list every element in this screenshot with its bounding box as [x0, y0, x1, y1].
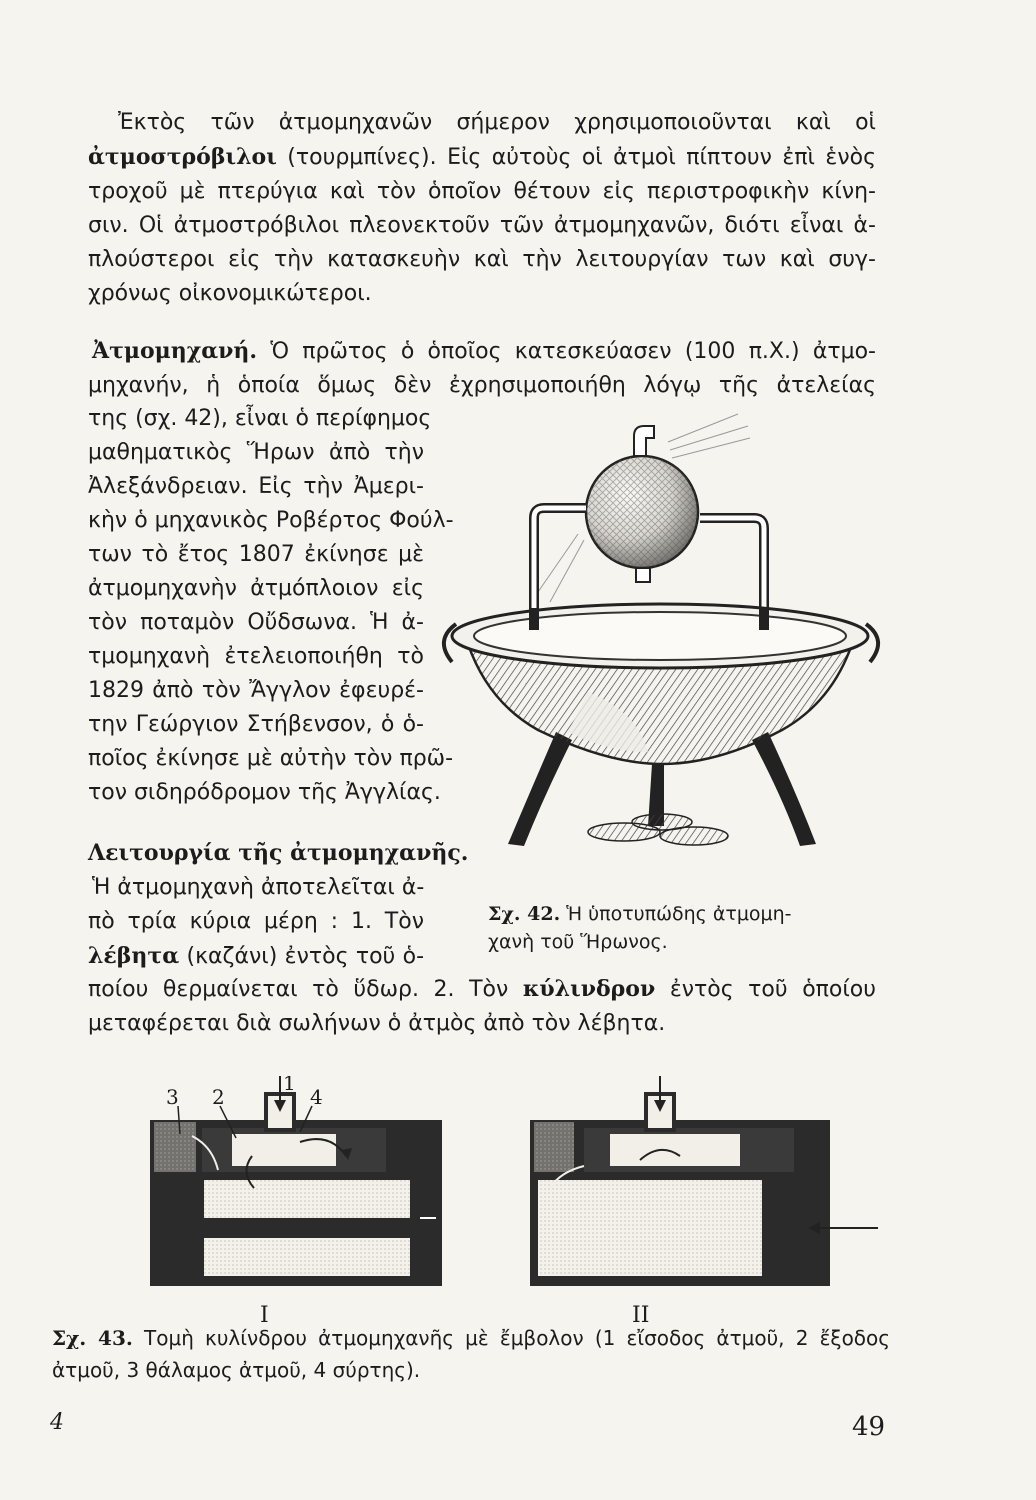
figure-43-caption — [52, 1322, 890, 1386]
figure-42-caption — [488, 900, 868, 956]
section2-line-3 — [88, 939, 424, 974]
figure-42-caption-text-1: Ἡ ὑποτυπώδης ἀτμομη- — [566, 903, 792, 925]
figure-43-panel-2 — [530, 1076, 878, 1286]
intro-paragraph — [88, 106, 876, 311]
cauldron-handle-right-icon — [866, 624, 878, 662]
panel-label-1: I — [260, 1303, 269, 1326]
section1-heading: Ἀτμομηχανή. — [92, 338, 258, 364]
support-tube-right-icon — [700, 518, 764, 618]
section1-narrow-line-9: 1829 ἀπὸ τὸν Ἄγγλον ἐφευρέ- — [88, 678, 424, 703]
operation-paragraph — [88, 836, 469, 974]
part-number-3: 3 — [166, 1085, 179, 1109]
section1-narrow-line-8: τμομηχανὴ ἐτελειοποιήθη τὸ — [88, 644, 424, 669]
figure-42-aeolipile — [438, 412, 894, 898]
section1-narrow-line-1: της (σχ. 42), εἶναι ὁ περίφημος — [88, 406, 432, 431]
section1-line-1 — [88, 334, 876, 369]
figure-42-caption-line-2: χανὴ τοῦ Ἥρωνος. — [488, 931, 668, 953]
section2-full-line-1-pre: ποίου θερμαίνεται τὸ ὕδωρ. 2. Τὸν — [88, 977, 509, 1002]
section1-narrow-line-11: ποῖος ἐκίνησε μὲ αὐτὴν τὸν πρῶ- — [88, 746, 454, 771]
section1-narrow-line-3: Ἀλεξάνδρειαν. Εἰς τὴν Ἀμερι- — [88, 474, 424, 499]
section1-line-2: μηχανήν, ἡ ὁποία ὅμως δὲν ἐχρησιμοποιήθη λόγῳ τῆς ἀτελείας — [88, 373, 876, 398]
section1-narrow-line-4: κὴν ὁ μηχανικὸς Ροβέρτος Φούλ- — [88, 508, 454, 533]
section1-narrow-line-12: τον σιδηρόδρομον τῆς Ἀγγλίας. — [88, 780, 441, 805]
section2-heading: Λειτουργία τῆς ἀτμομηχανῆς. — [88, 840, 469, 866]
intro-line-1: Ἐκτὸς τῶν ἀτμομηχανῶν σήμερον χρησιμοποιοῦνται καὶ οἱ — [118, 110, 876, 135]
figure-43-panel-1 — [150, 1076, 442, 1286]
operation-paragraph-full — [88, 972, 876, 1041]
term-boiler: λέβητα — [88, 943, 180, 969]
term-cylinder: κύλινδρον — [522, 976, 656, 1002]
section1-narrow-line-5: των τὸ ἔτος 1807 ἐκίνησε μὲ — [88, 542, 424, 567]
section1-narrow-line-6: ἀτμομηχανὴν ἀτμόπλοιον εἰς — [88, 576, 424, 601]
section2-full-line-1 — [88, 972, 876, 1007]
part-number-4: 4 — [310, 1085, 323, 1109]
section2-line-2: πὸ τρία κύρια μέρη : 1. Τὸν — [88, 909, 424, 934]
section1-line-1-text: Ὁ πρῶτος ὁ ὁποῖος κατεσκεύασεν (100 π.Χ.) ἀτμο- — [270, 339, 876, 364]
part-number-1: 1 — [283, 1076, 296, 1095]
figure-42-caption-line-1 — [488, 900, 868, 928]
support-tube-left-icon — [534, 508, 586, 618]
intro-line-4: σιν. Οἱ ἀτμοστρόβιλοι πλεονεκτοῦν τῶν ἀτμομηχανῶν, διότι εἶναι ἁ- — [88, 213, 876, 238]
figure-43-cylinder-sections — [140, 1076, 900, 1326]
intro-line-2 — [88, 140, 876, 175]
page-number: 49 — [852, 1412, 886, 1442]
section2-line-3-text: (καζάνι) ἐντὸς τοῦ ὁ- — [186, 944, 425, 969]
term-steam-turbines: ἀτμοστρόβιλοι — [88, 144, 277, 170]
intro-line-2-text: (τουρμπίνες). Εἰς αὐτοὺς οἱ ἀτμοὶ πίπτουν ἐπὶ ἑνὸς — [287, 145, 876, 170]
figure-43-caption-text-1: Τομὴ κυλίνδρου ἀτμομηχανῆς μὲ ἔμβολον (1 εἴσοδος ἀτμοῦ, 2 ἔξοδος — [144, 1326, 891, 1350]
panel-label-2: II — [632, 1303, 650, 1326]
section1-narrow-line-2: μαθηματικὸς Ἥρων ἀπὸ τὴν — [88, 440, 424, 465]
figure-42-label: Σχ. 42. — [488, 903, 561, 925]
steam-engine-paragraph — [88, 334, 876, 403]
section1-narrow-line-10: την Γεώργιον Στήβενσον, ὁ ὁ- — [88, 712, 424, 737]
figure-43-caption-line-2: ἀτμοῦ, 3 θάλαμος ἀτμοῦ, 4 σύρτης). — [52, 1358, 421, 1382]
section1-narrow-line-7: τὸν ποταμὸν Οὔδσωνα. Ἡ ἀ- — [88, 610, 424, 635]
section2-full-line-1-post: ἐντὸς τοῦ ὁποίου — [669, 977, 876, 1002]
fire-logs-icon — [588, 814, 728, 845]
section2-heading-line — [88, 836, 469, 871]
intro-line-6: χρόνως οἰκονομικώτεροι. — [88, 281, 372, 306]
figure-43-label: Σχ. 43. — [52, 1326, 133, 1350]
section2-full-line-2: μεταφέρεται διὰ σωλήνων ὁ ἀτμὸς ἀπὸ τὸν λέβητα. — [88, 1011, 666, 1036]
intro-line-5: πλούστεροι εἰς τὴν κατασκευὴν καὶ τὴν λειτουργίαν των καὶ συγ- — [88, 247, 876, 272]
section2-line-1: Ἡ ἀτμομηχανὴ ἀποτελεῖται ἀ- — [92, 875, 425, 900]
signature-mark: 4 — [50, 1410, 64, 1435]
figure-43-caption-line-1 — [52, 1322, 890, 1354]
steam-engine-narrow-column — [88, 402, 454, 810]
part-number-2: 2 — [212, 1085, 225, 1109]
intro-line-3: τροχοῦ μὲ πτερύγια καὶ τὸν ὁποῖον θέτουν εἰς περιστροφικὴν κίνη- — [88, 179, 876, 204]
